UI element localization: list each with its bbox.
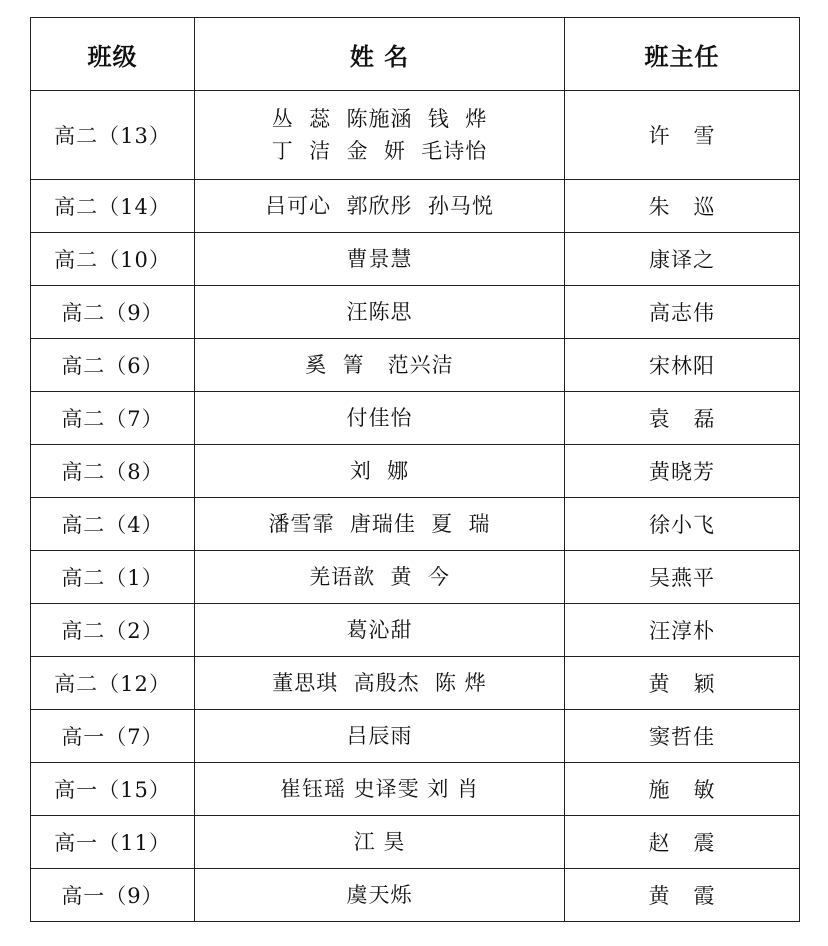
teacher-cell (565, 763, 800, 816)
class-cell (31, 392, 195, 445)
header-names: 姓 名 (195, 18, 565, 91)
class-cell (31, 180, 195, 233)
names-cell (195, 286, 565, 339)
names-cell (195, 91, 565, 180)
student-names: 江 昊 (353, 830, 406, 854)
class-cell (31, 710, 195, 763)
class-label: 高二（14） (54, 195, 171, 219)
teacher-name: 黄 霞 (648, 884, 716, 908)
table-row (31, 498, 800, 551)
names-cell (195, 233, 565, 286)
student-names: 奚 箐 范兴洁 (305, 353, 454, 377)
teacher-name: 吴燕平 (649, 566, 715, 590)
names-cell (195, 392, 565, 445)
teacher-name: 汪淳朴 (649, 619, 715, 643)
teacher-cell (565, 91, 800, 180)
class-cell (31, 498, 195, 551)
class-cell (31, 286, 195, 339)
teacher-cell (565, 180, 800, 233)
table-row (31, 816, 800, 869)
names-cell (195, 710, 565, 763)
class-cell (31, 233, 195, 286)
table-row (31, 869, 800, 922)
class-label: 高一（9） (61, 884, 164, 908)
teacher-name: 宋林阳 (649, 354, 715, 378)
teacher-cell (565, 339, 800, 392)
table-row (31, 604, 800, 657)
teacher-name: 高志伟 (649, 301, 715, 325)
names-cell (195, 657, 565, 710)
teacher-cell (565, 286, 800, 339)
class-cell (31, 657, 195, 710)
class-cell (31, 763, 195, 816)
class-label: 高二（2） (61, 619, 164, 643)
class-label: 高二（9） (61, 301, 164, 325)
table-row (31, 339, 800, 392)
teacher-cell (565, 816, 800, 869)
header-class: 班级 (31, 18, 195, 91)
class-label: 高二（1） (61, 566, 164, 590)
teacher-name: 康译之 (649, 248, 715, 272)
teacher-cell (565, 604, 800, 657)
table-row (31, 286, 800, 339)
student-names: 吕辰雨 (346, 724, 413, 748)
table-row (31, 91, 800, 180)
teacher-cell (565, 233, 800, 286)
teacher-name: 窦哲佳 (649, 725, 715, 749)
student-names: 吕可心 郭欣彤 孙马悦 (265, 194, 494, 218)
student-names: 葛沁甜 (346, 618, 413, 642)
class-cell (31, 91, 195, 180)
class-label: 高二（10） (54, 248, 171, 272)
class-label: 高二（4） (61, 513, 164, 537)
class-cell (31, 551, 195, 604)
class-label: 高二（8） (61, 460, 164, 484)
class-label: 高二（13） (54, 124, 171, 148)
names-cell (195, 339, 565, 392)
student-names: 羌语歆 黄 今 (309, 565, 450, 589)
student-names: 丛 蕊 陈施涵 钱 烨 丁 洁 金 妍 毛诗怡 (271, 107, 488, 163)
student-names: 董思琪 高殷杰 陈 烨 (272, 671, 487, 695)
student-names: 潘雪霏 唐瑞佳 夏 瑞 (268, 512, 491, 536)
names-cell (195, 763, 565, 816)
teacher-name: 徐小飞 (649, 513, 715, 537)
names-cell (195, 604, 565, 657)
table-row (31, 233, 800, 286)
class-cell (31, 339, 195, 392)
names-cell (195, 445, 565, 498)
header-teacher: 班主任 (565, 18, 800, 91)
student-names: 刘 娜 (349, 459, 410, 483)
table-row (31, 710, 800, 763)
table-row (31, 763, 800, 816)
class-label: 高一（11） (54, 831, 171, 855)
teacher-cell (565, 445, 800, 498)
student-names: 崔钰瑶 史译雯 刘 肖 (279, 777, 480, 801)
class-label: 高一（15） (54, 778, 171, 802)
table-row (31, 392, 800, 445)
table-header-row (31, 18, 800, 91)
table-row (31, 180, 800, 233)
names-cell (195, 551, 565, 604)
class-cell (31, 816, 195, 869)
class-label: 高一（7） (61, 725, 164, 749)
teacher-name: 黄 颖 (648, 672, 716, 696)
table-row (31, 445, 800, 498)
teacher-name: 施 敏 (648, 778, 716, 802)
student-names: 付佳怡 (346, 406, 413, 430)
class-teacher-roster-table (30, 17, 800, 922)
teacher-cell (565, 869, 800, 922)
teacher-name: 袁 磊 (648, 407, 716, 431)
names-cell (195, 180, 565, 233)
names-cell (195, 498, 565, 551)
teacher-name: 许 雪 (648, 124, 716, 148)
table-body (31, 91, 800, 922)
student-names: 汪陈思 (346, 300, 413, 324)
class-label: 高二（7） (61, 407, 164, 431)
teacher-cell (565, 551, 800, 604)
table-row (31, 657, 800, 710)
teacher-name: 黄晓芳 (649, 460, 715, 484)
class-cell (31, 869, 195, 922)
student-names: 曹景慧 (346, 247, 413, 271)
class-label: 高二（6） (61, 354, 164, 378)
teacher-cell (565, 657, 800, 710)
table-row (31, 551, 800, 604)
names-cell (195, 816, 565, 869)
teacher-cell (565, 392, 800, 445)
class-cell (31, 445, 195, 498)
class-label: 高二（12） (54, 672, 171, 696)
teacher-name: 赵 震 (648, 831, 716, 855)
names-cell (195, 869, 565, 922)
class-cell (31, 604, 195, 657)
teacher-cell (565, 498, 800, 551)
student-names: 虞天烁 (346, 883, 413, 907)
teacher-cell (565, 710, 800, 763)
teacher-name: 朱 巡 (648, 195, 716, 219)
